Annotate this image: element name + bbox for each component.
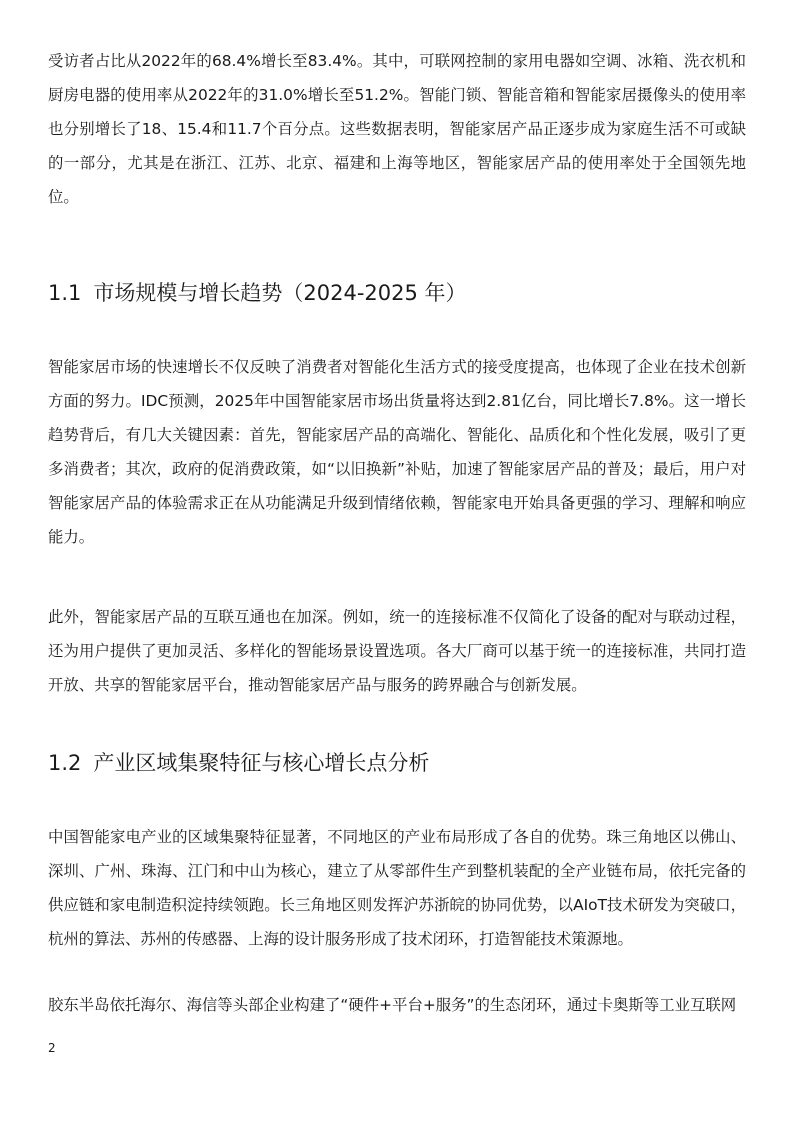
section-number: 1.1 <box>48 281 82 305</box>
body-paragraph: 受访者占比从2022年的68.4%增长至83.4%。其中，可联网控制的家用电器如空调、冰箱、洗衣机和厨房电器的使用率从2022年的31.0%增长至51.2%。智能门锁、智能音箱和智能家居摄像头的使用率也分别增长了18、15.4和11.7个百分点。这些数据表明，智能家居产品正逐步成为家庭生活不可或缺的一部分，尤其是在浙江、江苏、北京、福建和上海等地区，智能家居产品的使用率处于全国领先地位。 <box>48 52 747 206</box>
section-heading-1-2 <box>48 748 429 778</box>
section-title: 产业区域集聚特征与核心增长点分析 <box>93 751 430 775</box>
section-number: 1.2 <box>48 751 82 775</box>
body-paragraph: 此外，智能家居产品的互联互通也在加深。例如，统一的连接标准不仅简化了设备的配对与联动过程，还为用户提供了更加灵活、多样化的智能场景设置选项。各大厂商可以基于统一的连接标准，共同打造开放、共享的智能家居平台，推动智能家居产品与服务的跨界融合与创新发展。 <box>48 608 746 694</box>
body-paragraph: 胶东半岛依托海尔、海信等头部企业构建了“硬件+平台+服务”的生态闭环，通过卡奥斯等工业互联网 <box>48 996 737 1014</box>
section-title: 市场规模与增长趋势（2024-2025 年） <box>93 281 467 305</box>
section-heading-1-1 <box>48 278 467 308</box>
body-paragraph: 中国智能家电产业的区域集聚特征显著，不同地区的产业布局形成了各自的优势。珠三角地区以佛山、深圳、广州、珠海、江门和中山为核心，建立了从零部件生产到整机装配的全产业链布局，依托完备的供应链和家电制造积淀持续领跑。长三角地区则发挥沪苏浙皖的协同优势，以AIoT技术研发为突破口，杭州的算法、苏州的传感器、上海的设计服务形成了技术闭环，打造智能技术策源地。 <box>48 828 746 948</box>
page-number: 2 <box>48 1041 56 1055</box>
body-paragraph: 智能家居市场的快速增长不仅反映了消费者对智能化生活方式的接受度提高，也体现了企业在技术创新方面的努力。IDC预测，2025年中国智能家居市场出货量将达到2.81亿台，同比增长7.8%。这一增长趋势背后，有几大关键因素：首先，智能家居产品的高端化、智能化、品质化和个性化发展，吸引了更多消费者；其次，政府的促消费政策，如“以旧换新”补贴，加速了智能家居产品的普及；最后，用户对智能家居产品的体验需求正在从功能满足升级到情绪依赖，智能家电开始具备更强的学习、理解和响应能力。 <box>48 358 746 546</box>
